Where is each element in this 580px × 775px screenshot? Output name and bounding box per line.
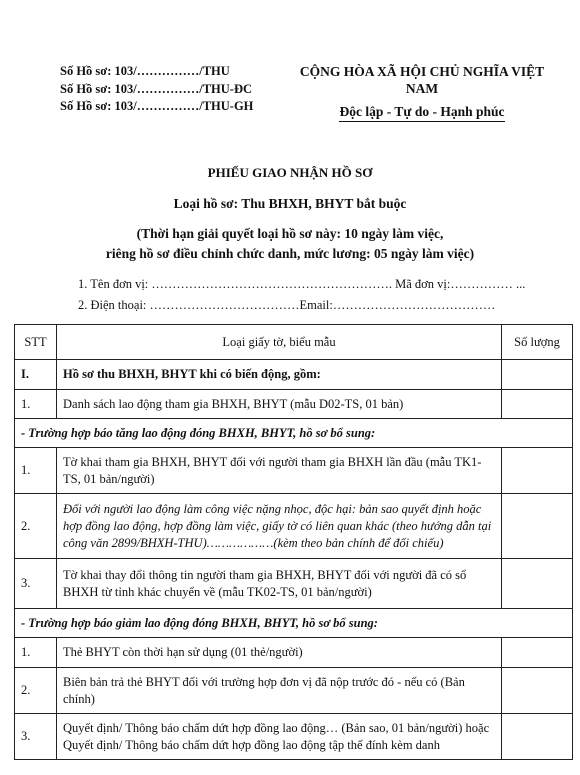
table-row bbox=[15, 668, 573, 714]
row-quantity bbox=[502, 448, 573, 494]
row-stt: 3. bbox=[15, 714, 57, 760]
row-quantity bbox=[502, 714, 573, 760]
row-content: Hồ sơ thu BHXH, BHYT khi có biến động, gồm: bbox=[57, 360, 502, 390]
row-quantity bbox=[502, 559, 573, 609]
row-stt: 1. bbox=[15, 638, 57, 668]
row-quantity bbox=[502, 638, 573, 668]
section-heading-decrease: - Trường hợp báo giảm lao động đóng BHXH, BHYT, hồ sơ bổ sung: bbox=[15, 609, 573, 638]
national-motto: Độc lập - Tự do - Hạnh phúc bbox=[339, 103, 504, 122]
section-row-increase bbox=[15, 419, 573, 448]
deadline-note-line1: (Thời hạn giải quyết loại hồ sơ này: 10 ngày làm việc, bbox=[136, 226, 444, 241]
deadline-note-line2: riêng hồ sơ điều chỉnh chức danh, mức lương: 05 ngày làm việc) bbox=[105, 246, 475, 261]
row-stt: 3. bbox=[15, 559, 57, 609]
nation-name: CỘNG HÒA XÃ HỘI CHỦ NGHĨA VIỆT NAM bbox=[299, 64, 545, 96]
row-stt: I. bbox=[15, 360, 57, 390]
table-row bbox=[15, 638, 573, 668]
column-header-stt: STT bbox=[15, 325, 57, 360]
row-content: Quyết định/ Thông báo chấm dứt hợp đồng lao động… (Bản sao, 01 bản/người) hoặc Quyết định/ Thông báo chấm dứt hợp đồng lao động tập thể đính kèm danh bbox=[57, 714, 502, 760]
row-quantity bbox=[502, 360, 573, 390]
column-header-document-type: Loại giấy tờ, biểu mẫu bbox=[57, 325, 502, 360]
row-content: Danh sách lao động tham gia BHXH, BHYT (mẫu D02-TS, 01 bản) bbox=[57, 390, 502, 419]
national-header bbox=[287, 63, 557, 122]
table-header-row bbox=[15, 325, 573, 360]
file-number-thu-dc: Số Hồ sơ: 103/……………/THU-ĐC bbox=[60, 81, 252, 96]
row-stt: 1. bbox=[15, 448, 57, 494]
table-row bbox=[15, 360, 573, 390]
table-row bbox=[15, 714, 573, 760]
row-stt: 1. bbox=[15, 390, 57, 419]
row-content: Đối với người lao động làm công việc nặng nhọc, độc hại: bản sao quyết định hoặc hợp đồng lao động, hợp đồng làm việc, giấy tờ có liên quan khác (theo hướng dẫn tại công văn 2899/BHXH-THU)………………(kèm theo bản chính để đối chiếu) bbox=[57, 494, 502, 559]
table-row bbox=[15, 494, 573, 559]
file-number-thu-gh: Số Hồ sơ: 103/……………/THU-GH bbox=[60, 99, 254, 113]
unit-name-field: 1. Tên đơn vị: …………………………………………………. Mã đơn vị:…………… ... bbox=[78, 277, 526, 291]
row-content: Tờ khai thay đổi thông tin người tham gia BHXH, BHYT đối với người đã có sổ BHXH từ tỉnh khác chuyển về (mẫu TK02-TS, 01 bản/người) bbox=[57, 559, 502, 609]
row-quantity bbox=[502, 494, 573, 559]
table-row bbox=[15, 448, 573, 494]
document-title: PHIẾU GIAO NHẬN HỒ SƠ bbox=[207, 165, 373, 180]
row-content: Thẻ BHYT còn thời hạn sử dụng (01 thẻ/người) bbox=[57, 638, 502, 668]
phone-email-field: 2. Điện thoại: ………………………………Email:………………………………… bbox=[78, 298, 496, 312]
table-row bbox=[15, 559, 573, 609]
file-number-thu: Số Hồ sơ: 103/……………/THU bbox=[60, 64, 230, 78]
row-content: Biên bản trả thẻ BHYT đối với trường hợp đơn vị đã nộp trước đó - nếu có (Bản chính) bbox=[57, 668, 502, 714]
row-content: Tờ khai tham gia BHXH, BHYT đối với người tham gia BHXH lần đầu (mẫu TK1-TS, 01 bản/người) bbox=[57, 448, 502, 494]
column-header-quantity: Số lượng bbox=[502, 325, 573, 360]
row-quantity bbox=[502, 668, 573, 714]
file-number-block bbox=[60, 63, 253, 116]
document-table bbox=[14, 324, 573, 760]
document-subtitle: Loại hồ sơ: Thu BHXH, BHYT bắt buộc bbox=[173, 196, 407, 211]
section-heading-increase: - Trường hợp báo tăng lao động đóng BHXH, BHYT, hồ sơ bổ sung: bbox=[15, 419, 573, 448]
row-stt: 2. bbox=[15, 494, 57, 559]
section-row-decrease bbox=[15, 609, 573, 638]
row-quantity bbox=[502, 390, 573, 419]
table-row bbox=[15, 390, 573, 419]
row-stt: 2. bbox=[15, 668, 57, 714]
